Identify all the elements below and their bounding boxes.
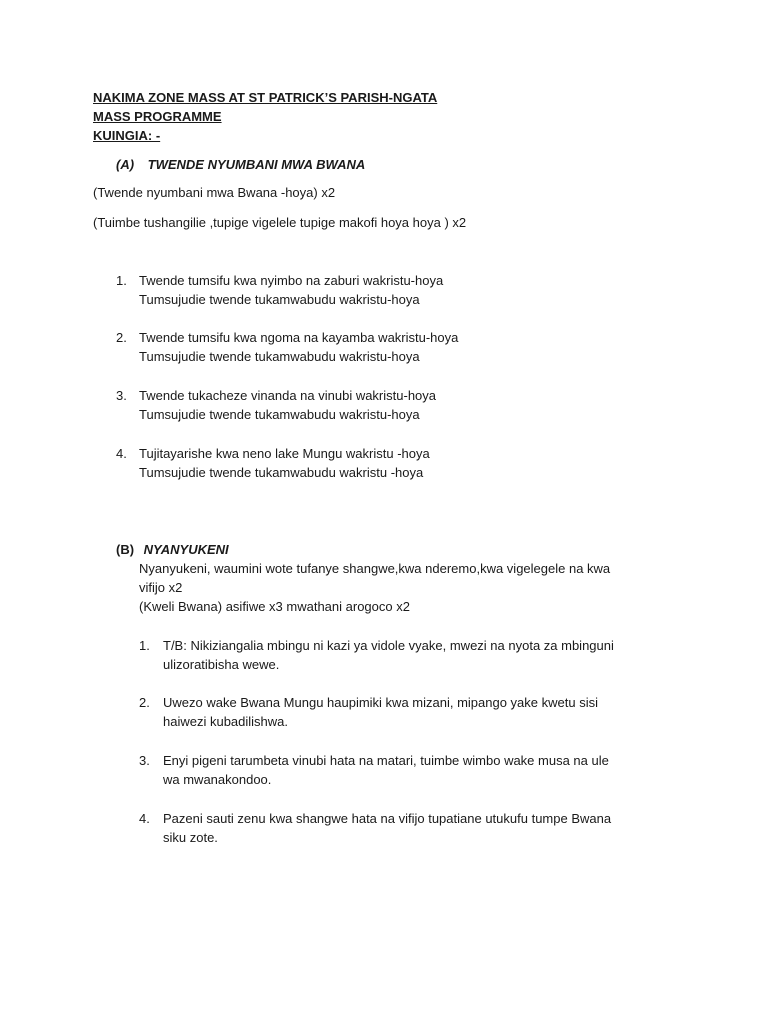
section-b-chorus-line: Nyanyukeni, waumini wote tufanye shangwe,kwa nderemo,kwa vigelegele na kwa [139, 561, 611, 576]
verse-number: 4. [116, 446, 127, 461]
verse-number: 4. [139, 811, 150, 826]
verse-line: Twende tumsifu kwa nyimbo na zaburi wakristu-hoya [139, 273, 444, 288]
section-a-title: TWENDE NYUMBANI MWA BWANA [147, 157, 366, 172]
document-subtitle: MASS PROGRAMME [93, 109, 222, 124]
verse-line: Twende tumsifu kwa ngoma na kayamba wakristu-hoya [139, 330, 459, 345]
verse-number: 3. [116, 388, 127, 403]
section-a-refrain-1: (Twende nyumbani mwa Bwana -hoya) x2 [93, 185, 336, 200]
document-title: NAKIMA ZONE MASS AT ST PATRICK’S PARISH-NGATA [93, 90, 438, 105]
section-b-title: NYANYUKENI [143, 542, 229, 557]
section-b-label: (B) [116, 542, 135, 557]
verse-line: T/B: Nikiziangalia mbingu ni kazi ya vidole vyake, mwezi na nyota za mbinguni [163, 638, 614, 653]
section-a-label: (A) [116, 157, 135, 172]
verse-line: ulizoratibisha wewe. [163, 657, 280, 672]
verse-line: Tumsujudie twende tukamwabudu wakristu -hoya [139, 465, 424, 480]
verse-line: wa mwanakondoo. [163, 772, 272, 787]
section-a-heading [116, 155, 365, 174]
section-heading: KUINGIA: - [93, 128, 161, 143]
section-a-refrain-2: (Tuimbe tushangilie ,tupige vigelele tupige makofi hoya hoya ) x2 [93, 215, 467, 230]
verse-number: 3. [139, 753, 150, 768]
verse-line: Tumsujudie twende tukamwabudu wakristu-hoya [139, 349, 420, 364]
section-b-heading [116, 540, 229, 559]
verse-number: 1. [116, 273, 127, 288]
section-b-chorus-line: vifijo x2 [139, 580, 183, 595]
section-b-chorus-line: (Kweli Bwana) asifiwe x3 mwathani arogoco x2 [139, 599, 410, 614]
verse-line: siku zote. [163, 830, 218, 845]
verse-line: Enyi pigeni tarumbeta vinubi hata na matari, tuimbe wimbo wake musa na ule [163, 753, 609, 768]
verse-number: 1. [139, 638, 150, 653]
verse-line: haiwezi kubadilishwa. [163, 714, 289, 729]
verse-line: Twende tukacheze vinanda na vinubi wakristu-hoya [139, 388, 437, 403]
verse-number: 2. [139, 695, 150, 710]
verse-line: Tumsujudie twende tukamwabudu wakristu-hoya [139, 292, 420, 307]
verse-number: 2. [116, 330, 127, 345]
verse-line: Tumsujudie twende tukamwabudu wakristu-hoya [139, 407, 420, 422]
verse-line: Uwezo wake Bwana Mungu haupimiki kwa mizani, mipango yake kwetu sisi [163, 695, 598, 710]
verse-line: Pazeni sauti zenu kwa shangwe hata na vifijo tupatiane utukufu tumpe Bwana [163, 811, 612, 826]
verse-line: Tujitayarishe kwa neno lake Mungu wakristu -hoya [139, 446, 430, 461]
